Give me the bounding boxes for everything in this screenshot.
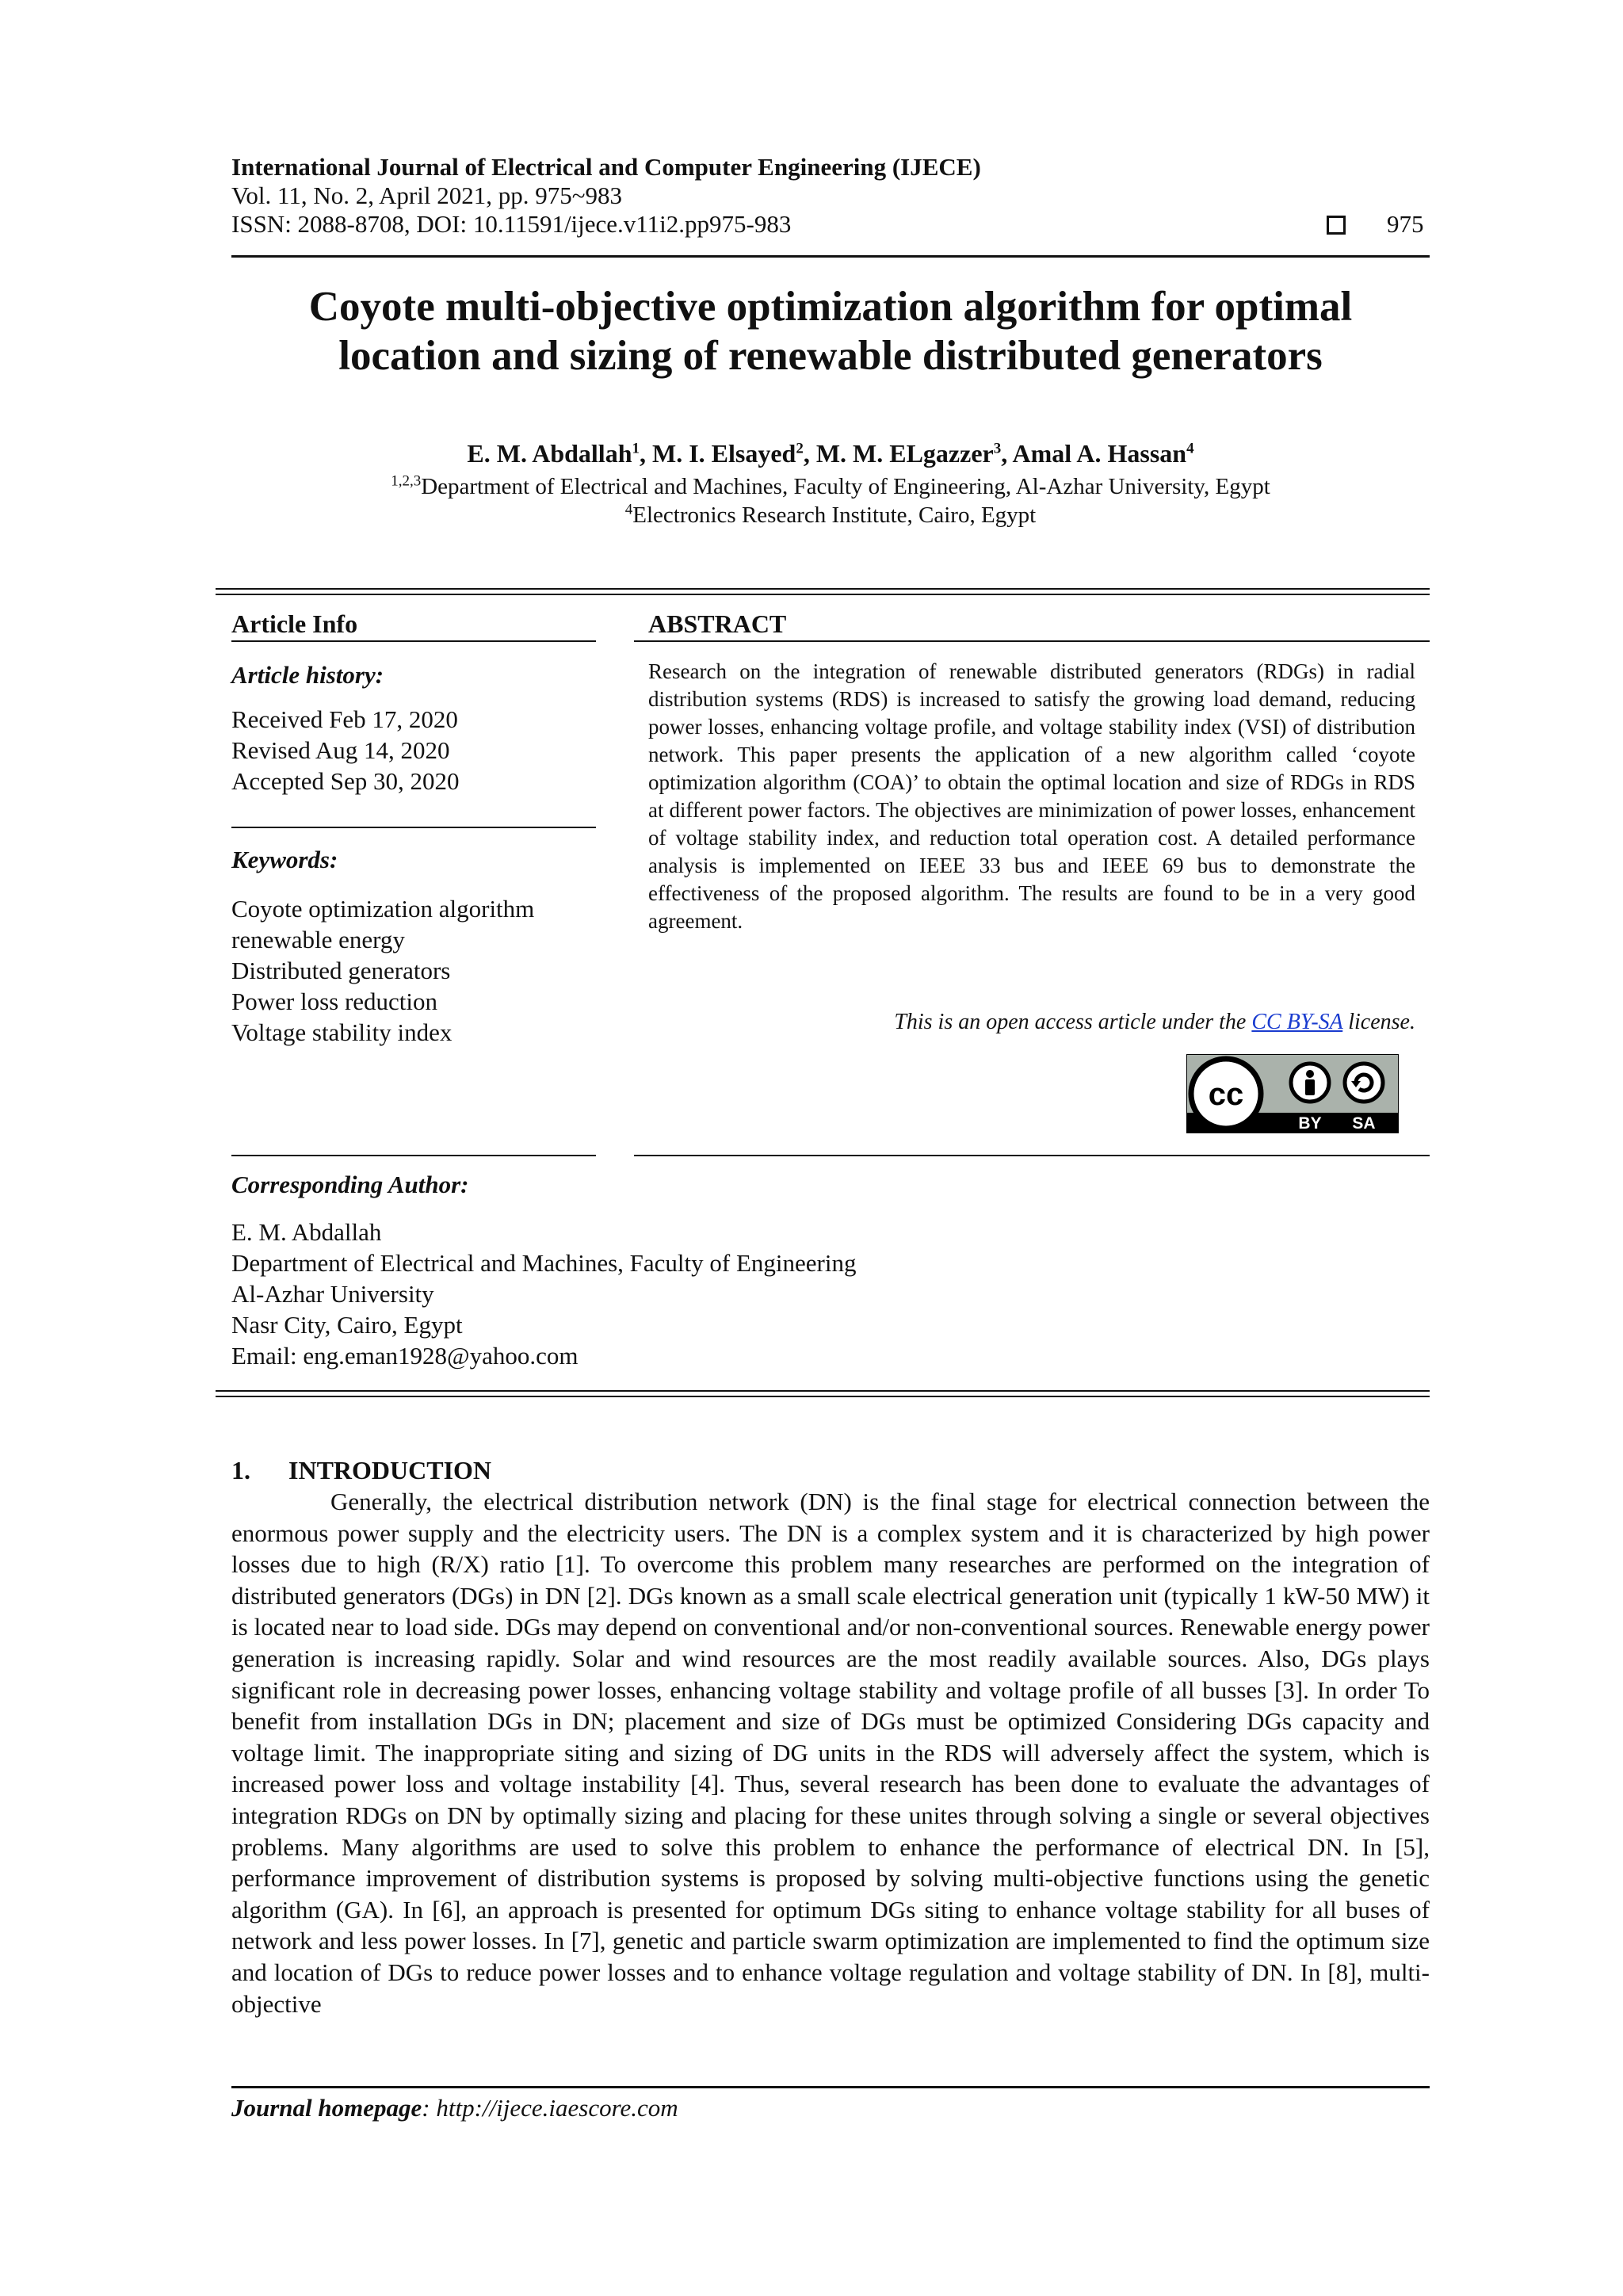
- history-item: Accepted Sep 30, 2020: [231, 767, 460, 795]
- author-name: M. I. Elsayed: [651, 439, 796, 468]
- affiliation-sup: 1,2,3: [391, 472, 422, 490]
- page-number: 975: [1387, 210, 1424, 238]
- introduction-paragraph: Generally, the electrical distribution network (DN) is the final stage for electrical connection between the enormous power supply and the electricity users. The DN is a complex system and it is characterized by high power losses due to high (R/X) ratio [1]. To overcome this problem many researches are performed on the integration of distributed generators (DGs) in DN [2]. DGs known as a small scale electrical generation unit (typically 1 kW-50 MW) it is located near to load side. DGs may depend on conventional and/or non-conventional sources. Renewable energy power generation is increasing rapidly. Solar and wind resources are the most readily available sources. Also, DGs plays significant role in decreasing power losses, enhancing voltage stability and voltage profile of all busses [3]. In order To benefit from installation DGs in DN; placement and size of DGs must be optimized Considering DGs capacity and voltage limit. The inappropriate siting and sizing of DG units in the RDS will adversely affect the system, which is increased power loss and voltage instability [4]. Thus, several research has been done to evaluate the advantages of integration RDGs on DN by optimally sizing and placing for these unites through solving a single or several objectives problems. Many algorithms are used to solve this problem to enhance the performance of electrical DN. In [5], performance improvement of distribution systems is proposed by solving multi-objective functions using the genetic algorithm (GA). In [6], an approach is presented for optimum DGs siting to enhance voltage stability for all buses of network and less power losses. In [7], genetic and particle swarm optimization are implemented to find the optimum size and location of DGs to reduce power losses and to enhance voltage regulation and voltage stability of DN. In [8], multi-objective: [231, 1488, 1430, 2018]
- square-box-icon: [1327, 216, 1346, 235]
- divider: [634, 1155, 1430, 1156]
- article-info-heading: Article Info: [231, 609, 358, 638]
- divider: [231, 640, 596, 642]
- corresponding-author-details: [231, 1217, 857, 1371]
- article-history-heading: Article history:: [231, 661, 384, 689]
- corresponding-author-email: Email: eng.eman1928@yahoo.com: [231, 1342, 579, 1370]
- abstract-heading: ABSTRACT: [648, 609, 787, 638]
- journal-homepage-link[interactable]: http://ijece.iaescore.com: [436, 2094, 678, 2122]
- author-name: M. M. ELgazzer: [815, 439, 994, 468]
- divider: [634, 640, 1430, 642]
- journal-title: International Journal of Electrical and Computer Engineering (IJECE): [231, 153, 981, 181]
- author-list: E. M. Abdallah$^1$, M. I. Elsayed$^2$, M. M. ELgazzer$^3$, Amal A. Hassan$^4$: [467, 439, 1194, 468]
- affiliation-sup: 4: [624, 501, 633, 518]
- section-number: 1.: [231, 1456, 250, 1484]
- abstract-text: Research on the integration of renewable distributed generators (RDGs) in radial distribution systems (RDS) is increased to satisfy the growing load demand, reducing power losses, enhancing voltage profile, and voltage stability index (VSI) of distribution network. This paper presents the application of a new algorithm called ‘coyote optimization algorithm (COA)’ to obtain the optimal location and size of RDGs in RDS at different power factors. The objectives are minimization of power losses, enhancement of voltage stability index, and reduction total operation cost. A detailed performance analysis is implemented on IEEE 33 bus and IEEE 69 bus to demonstrate the effectiveness of the proposed algorithm. The results are found to be in a very good agreement.: [648, 659, 1415, 933]
- divider: [231, 1155, 596, 1156]
- volume-line: Vol. 11, No. 2, April 2021, pp. 975~983: [231, 181, 622, 209]
- author-sup: 3: [993, 440, 1002, 457]
- cc-by-sa-badge-icon[interactable]: [1186, 1054, 1399, 1133]
- license-statement: [648, 1008, 1415, 1037]
- paper-title-line-1: Coyote multi-objective optimization algorithm for optimal: [308, 284, 1353, 330]
- cc-letters: cc: [1208, 1077, 1244, 1112]
- paper-title: [231, 282, 1430, 380]
- header-rule: [231, 255, 1430, 258]
- issn-doi-line: ISSN: 2088-8708, DOI: 10.11591/ijece.v11i2.pp975-983: [231, 210, 792, 238]
- keyword-item: Coyote optimization algorithm: [231, 895, 535, 923]
- keyword-item: Voltage stability index: [231, 1018, 453, 1046]
- affiliation: [231, 501, 1430, 529]
- corresponding-author-heading: Corresponding Author:: [231, 1171, 469, 1198]
- affiliation-text: Electronics Research Institute, Cairo, Egypt: [632, 502, 1037, 528]
- author-sup: 4: [1186, 440, 1194, 457]
- footer-separator: :: [422, 2094, 437, 2122]
- corresponding-author-address: Nasr City, Cairo, Egypt: [231, 1311, 463, 1339]
- sa-label: SA: [1352, 1114, 1376, 1133]
- divider: [231, 827, 596, 828]
- info-box-top-rule: [216, 594, 1430, 595]
- footer: [231, 2093, 678, 2123]
- info-box-top-rule: [216, 588, 1430, 590]
- author-name: Amal A. Hassan: [1012, 439, 1187, 468]
- license-suffix: license.: [1342, 1010, 1415, 1034]
- keyword-item: Distributed generators: [231, 957, 451, 984]
- paper-title-line-2: location and sizing of renewable distributed generators: [338, 333, 1323, 379]
- history-item: Revised Aug 14, 2020: [231, 736, 450, 764]
- history-item: Received Feb 17, 2020: [231, 705, 458, 733]
- corresponding-author-department: Department of Electrical and Machines, Faculty of Engineering: [231, 1249, 857, 1277]
- keywords-list: [231, 893, 534, 1048]
- by-label: BY: [1298, 1114, 1322, 1133]
- article-history-list: [231, 704, 460, 797]
- author-sup: 1: [632, 440, 640, 457]
- info-box-bottom-rule: [216, 1396, 1430, 1397]
- share-alike-icon: [1345, 1064, 1383, 1102]
- section-heading: [231, 1455, 491, 1485]
- keyword-item: Power loss reduction: [231, 988, 438, 1015]
- corresponding-author-university: Al-Azhar University: [231, 1280, 434, 1308]
- corresponding-author-name: E. M. Abdallah: [231, 1218, 382, 1246]
- author-name: E. M. Abdallah: [467, 439, 632, 468]
- footer-label: Journal homepage: [231, 2094, 422, 2122]
- affiliation: [231, 472, 1430, 501]
- keywords-heading: Keywords:: [231, 846, 338, 873]
- license-prefix: This is an open access article under the: [894, 1010, 1252, 1034]
- info-box-bottom-rule: [216, 1390, 1430, 1392]
- footer-rule: [231, 2086, 1430, 2088]
- section-title: INTRODUCTION: [288, 1456, 492, 1484]
- author-sup: 2: [796, 440, 804, 457]
- affiliation-text: Department of Electrical and Machines, Faculty of Engineering, Al-Azhar University, Egypt: [421, 474, 1270, 499]
- keyword-item: renewable energy: [231, 926, 405, 953]
- cc-by-sa-link[interactable]: CC BY-SA: [1251, 1010, 1343, 1034]
